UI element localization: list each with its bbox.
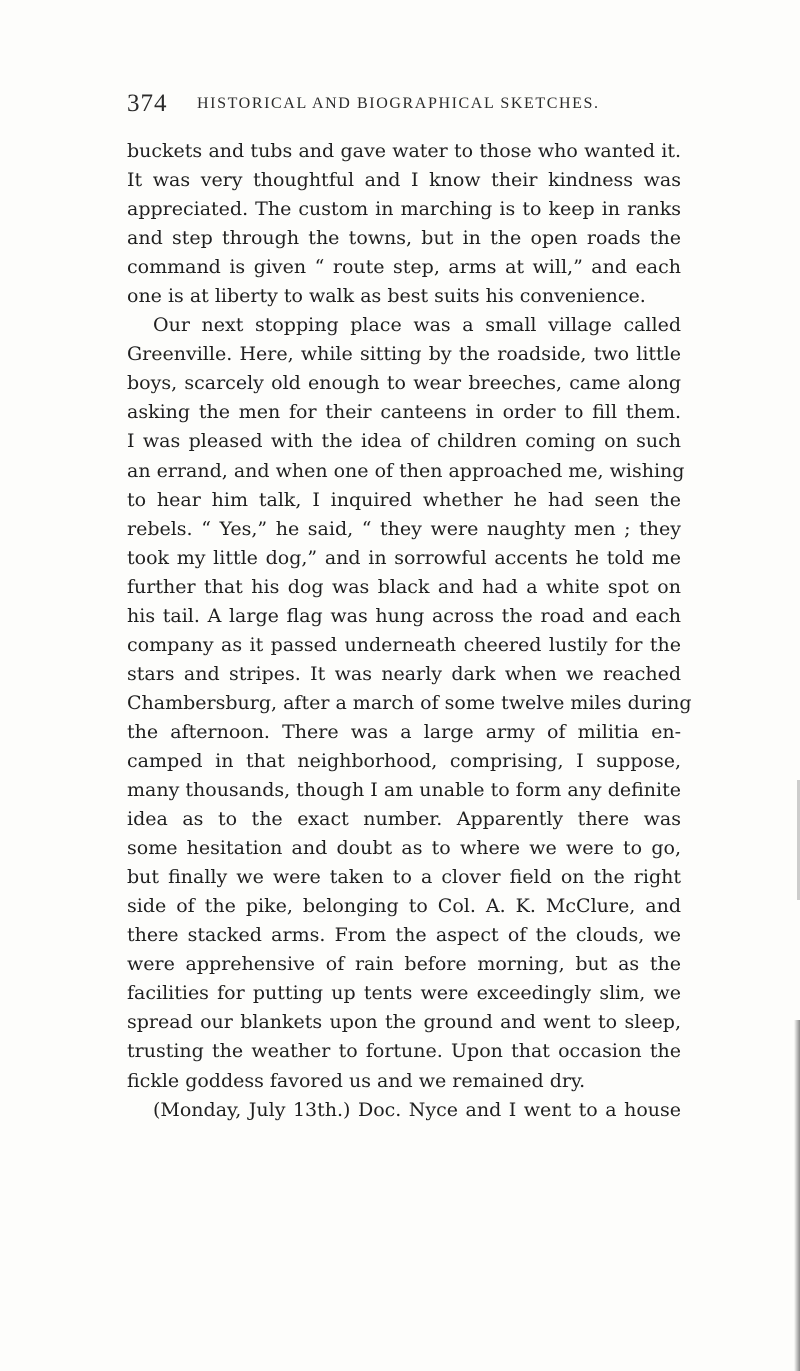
text-line: there stacked arms. From the aspect of the clouds, we — [127, 924, 681, 947]
text-line: fickle goddess favored us and we remained dry. — [127, 1069, 586, 1092]
text-line: company as it passed underneath cheered lustily for the — [127, 633, 681, 656]
text-line: spread our blankets upon the ground and went to sleep, — [127, 1011, 681, 1034]
text-line: buckets and tubs and gave water to those who wanted it. — [127, 140, 681, 162]
text-line: side of the pike, belonging to Col. A. K. McClure, and — [127, 895, 681, 918]
text-line: to hear him talk, I inquired whether he had seen the — [127, 488, 681, 511]
text-line: stars and stripes. It was nearly dark when we reached — [127, 662, 681, 685]
text-line: I was pleased with the idea of children coming on such — [127, 430, 681, 453]
body-text — [127, 137, 692, 1125]
page-number: 374 — [127, 90, 168, 117]
text-line: camped in that neighborhood, comprising, I suppose, — [127, 749, 681, 772]
text-line: but finally we were taken to a clover field on the right — [127, 866, 681, 889]
running-header — [127, 90, 687, 117]
text-line: further that his dog was black and had a white spot on — [127, 575, 681, 598]
text-line: one is at liberty to walk as best suits his convenience. — [127, 285, 646, 308]
text-line: took my little dog,” and in sorrowful accents he told me — [127, 546, 681, 569]
text-line: Greenville. Here, while sitting by the roadside, two little — [127, 343, 681, 366]
text-line: were apprehensive of rain before morning, but as the — [127, 953, 681, 976]
text-line: boys, scarcely old enough to wear breeches, came along — [127, 372, 681, 395]
text-line: his tail. A large flag was hung across the road and each — [127, 604, 681, 627]
text-line: (Monday, July 13th.) Doc. Nyce and I went to a house — [153, 1098, 681, 1121]
text-line: an errand, and when one of then approached me, wishing — [127, 459, 685, 482]
text-line: appreciated. The custom in marching is to keep in ranks — [127, 198, 681, 221]
page-edge-shadow — [794, 1020, 800, 1371]
text-line: facilities for putting up tents were exceedingly slim, we — [127, 982, 681, 1005]
text-line: Chambersburg, after a march of some twelve miles during — [127, 691, 692, 714]
text-line: rebels. “ Yes,” he said, “ they were naughty men ; they — [127, 517, 681, 540]
text-line: and step through the towns, but in the open roads the — [127, 227, 681, 250]
text-line: the afternoon. There was a large army of militia en- — [127, 720, 681, 743]
text-line: Our next stopping place was a small village called — [153, 314, 681, 337]
text-line: trusting the weather to fortune. Upon that occasion the — [127, 1040, 681, 1063]
text-line: command is given “ route step, arms at will,” and each — [127, 256, 681, 279]
text-line: some hesitation and doubt as to where we were to go, — [127, 837, 681, 860]
running-title: HISTORICAL AND BIOGRAPHICAL SKETCHES. — [197, 95, 600, 112]
text-line: idea as to the exact number. Apparently there was — [127, 808, 681, 831]
text-line: many thousands, though I am unable to form any definite — [127, 779, 681, 802]
text-line: It was very thoughtful and I know their kindness was — [127, 169, 681, 192]
text-line: asking the men for their canteens in order to fill them. — [127, 401, 681, 424]
